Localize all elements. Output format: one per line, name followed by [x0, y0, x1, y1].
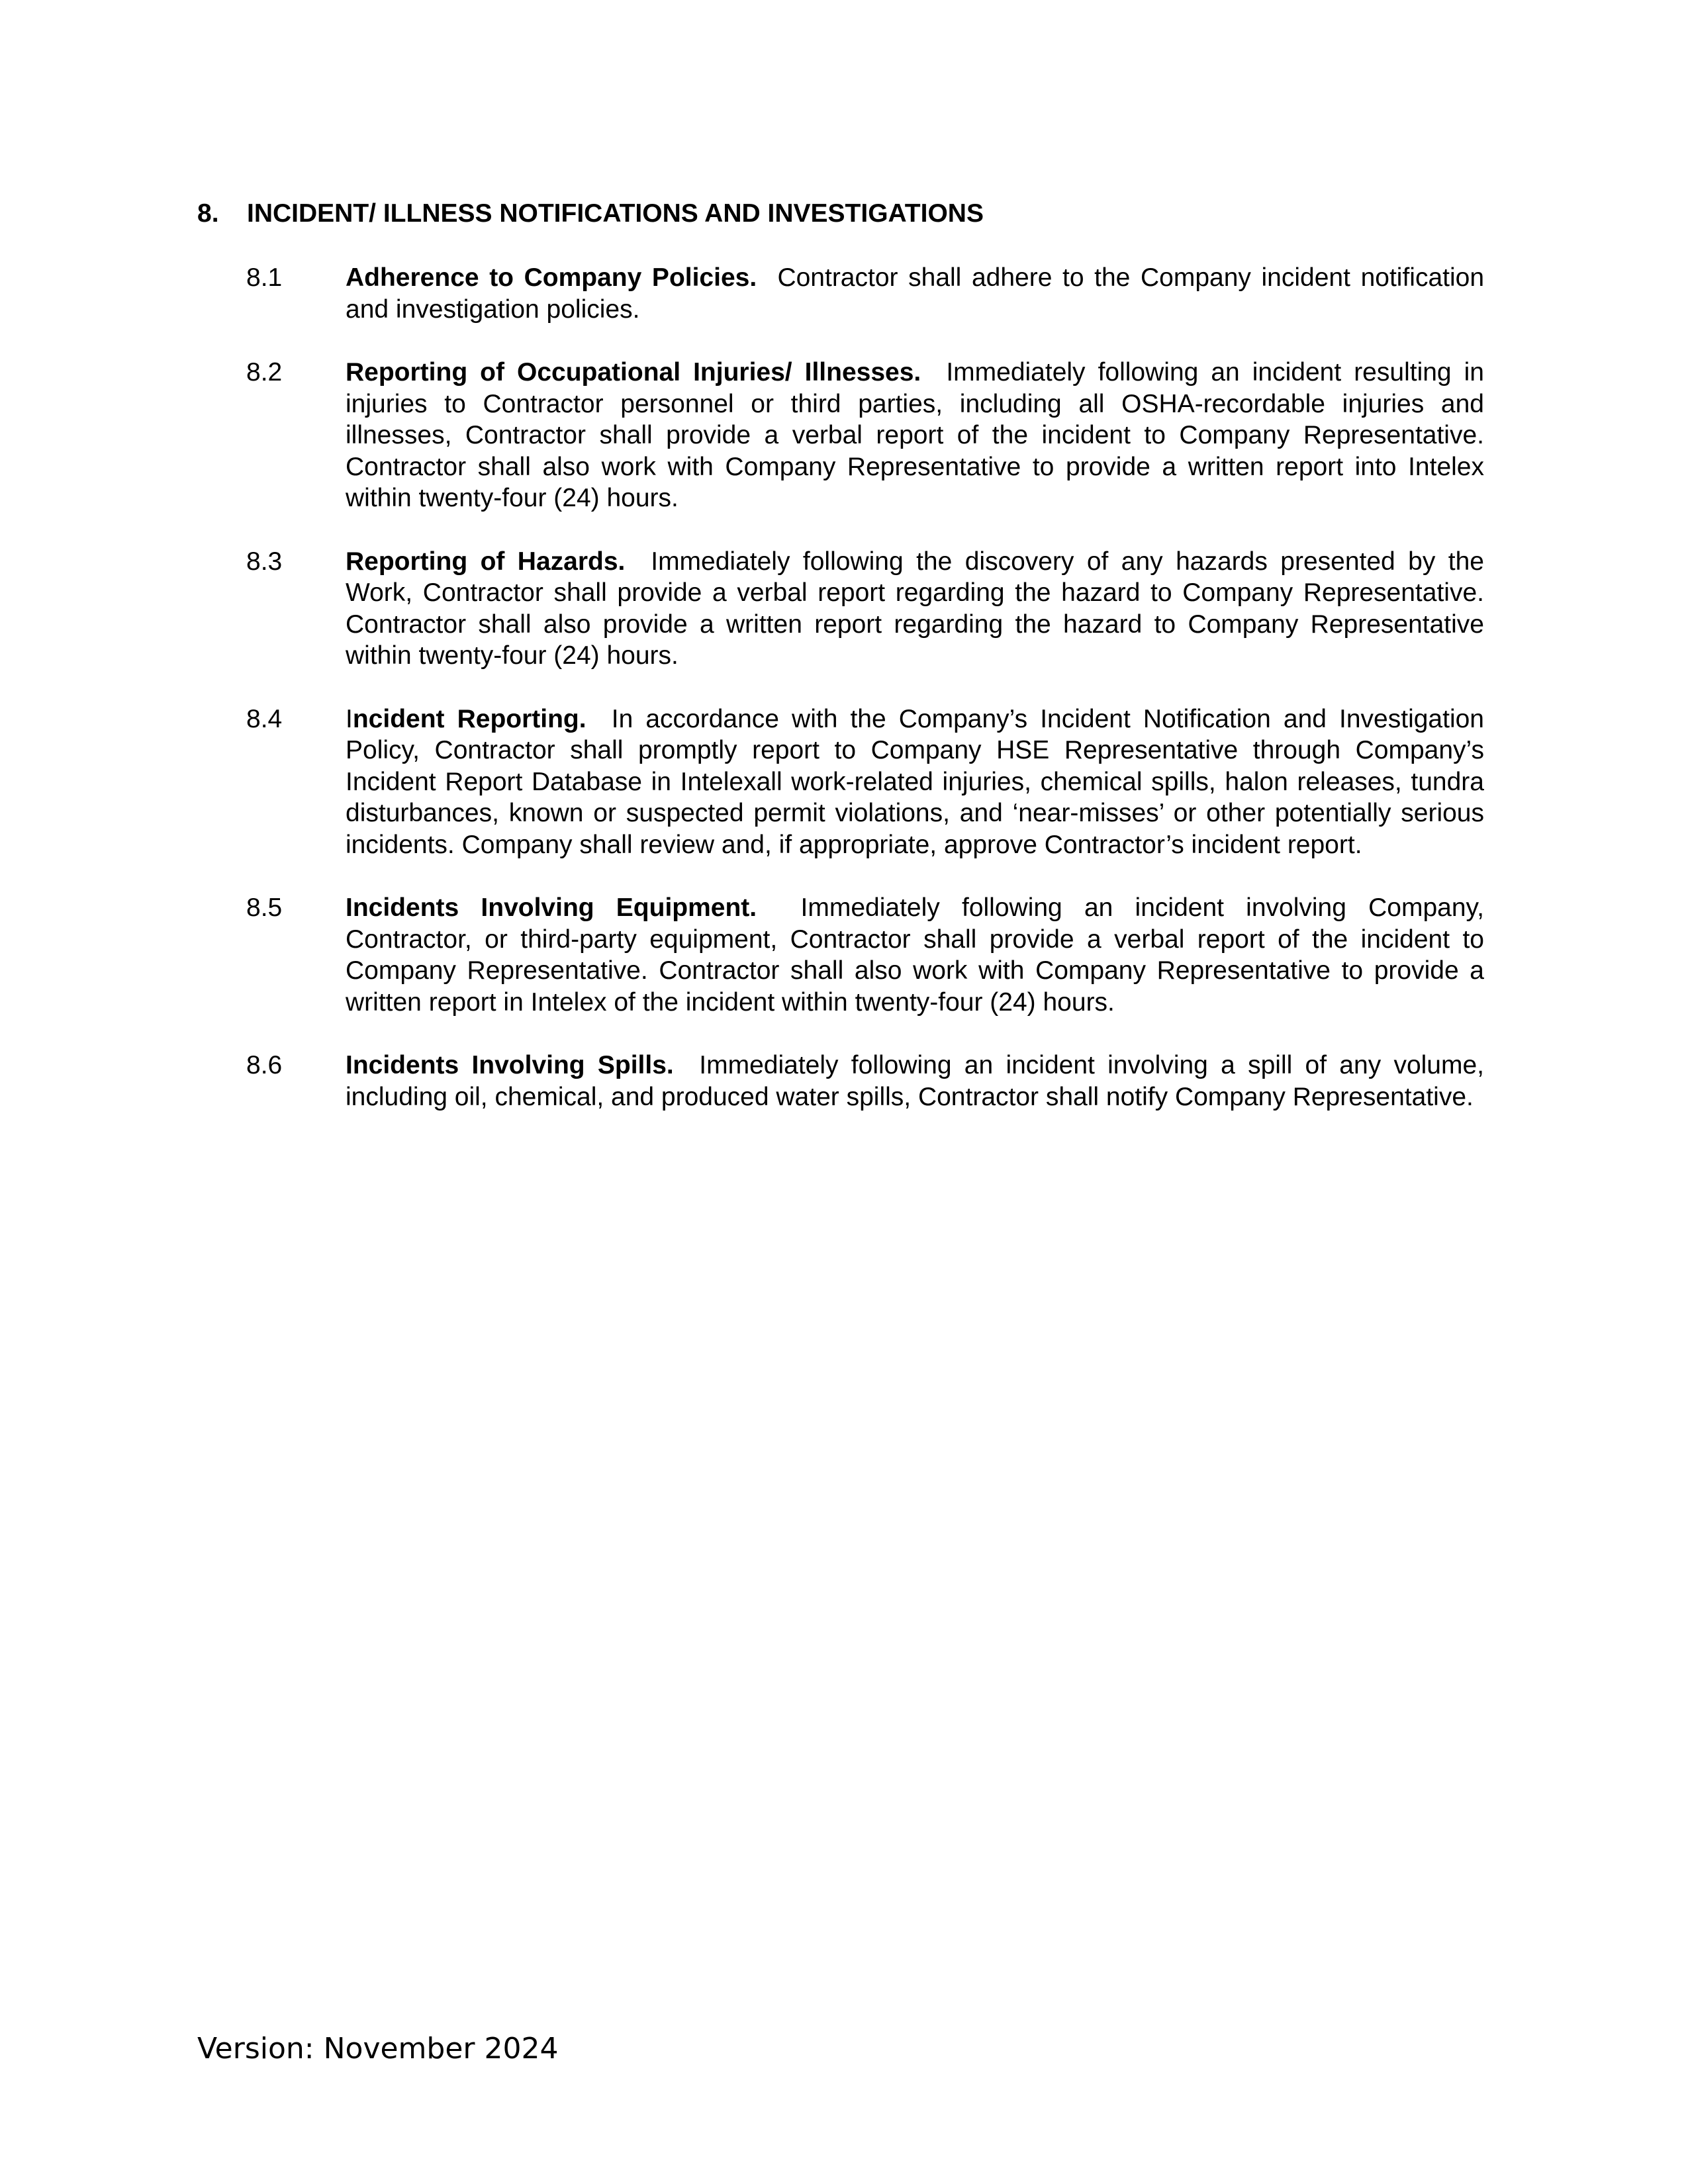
- clause-body: Immediately following an incident involving Company, Contractor, or third-party equipment, Contractor shall provide a verbal report of the incident to Company Representative. Contractor shall also work with Company Representative to provide a written report in Intelex of the incident within twenty-four (24) hours.: [346, 893, 1484, 1017]
- clause-title: Reporting of Hazards.: [346, 547, 626, 576]
- clause-title: ncident Reporting.: [352, 704, 586, 733]
- clause-title: Adherence to Company Policies.: [346, 263, 757, 292]
- clause-number: 8.1: [246, 263, 283, 292]
- clause-8-3: [246, 546, 1484, 672]
- clause-8-2: [246, 357, 1484, 514]
- clause-body: Immediately following an incident involving a spill of any volume, including oil, chemical, and produced water spills, Contractor shall notify Company Representative.: [346, 1051, 1485, 1111]
- section-heading: [197, 197, 1488, 230]
- clause-number: 8.3: [246, 547, 283, 576]
- clause-body: In accordance with the Company’s Incident Notification and Investigation Policy, Contractor shall promptly report to Company HSE Representative through Company’s Incident Report Database in Intelexall work-related injuries, chemical spills, halon releases, tundra disturbances, known or suspected permit violations, and ‘near-misses’ or other potentially serious incidents. Company shall review and, if appropriate, approve Contractor’s incident report.: [346, 704, 1484, 859]
- clause-number: 8.6: [246, 1051, 283, 1079]
- clause-number: 8.5: [246, 893, 283, 922]
- clause-number: 8.4: [246, 704, 283, 733]
- clause-8-4: [246, 704, 1484, 861]
- clause-title: Incidents Involving Equipment.: [346, 893, 757, 922]
- clause-body: Contractor shall adhere to the Company incident notification and investigation policies.: [346, 263, 1485, 324]
- footer-version: Version: November 2024: [197, 2032, 559, 2066]
- clause-title: Incidents Involving Spills.: [346, 1051, 674, 1079]
- clause-8-5: [246, 892, 1484, 1018]
- section-title: INCIDENT/ ILLNESS NOTIFICATIONS AND INVESTIGATIONS: [247, 199, 984, 228]
- clause-list: [246, 262, 1484, 1144]
- clause-title-prefix: I: [346, 704, 353, 733]
- clause-body: Immediately following an incident resulting in injuries to Contractor personnel or third parties, including all OSHA-recordable injuries and illnesses, Contractor shall provide a verbal report of the incident to Company Representative. Contractor shall also work with Company Representative to provide a written report into Intelex within twenty-four (24) hours.: [346, 358, 1484, 512]
- clause-body: Immediately following the discovery of any hazards presented by the Work, Contractor shall provide a verbal report regarding the hazard to Company Representative. Contractor shall also provide a written report regarding the hazard to Company Representative within twenty-four (24) hours.: [346, 547, 1484, 670]
- section-number: 8.: [197, 199, 219, 228]
- clause-8-1: [246, 262, 1484, 325]
- clause-title: Reporting of Occupational Injuries/ Illnesses.: [346, 358, 921, 387]
- clause-8-6: [246, 1050, 1484, 1113]
- clause-number: 8.2: [246, 358, 283, 387]
